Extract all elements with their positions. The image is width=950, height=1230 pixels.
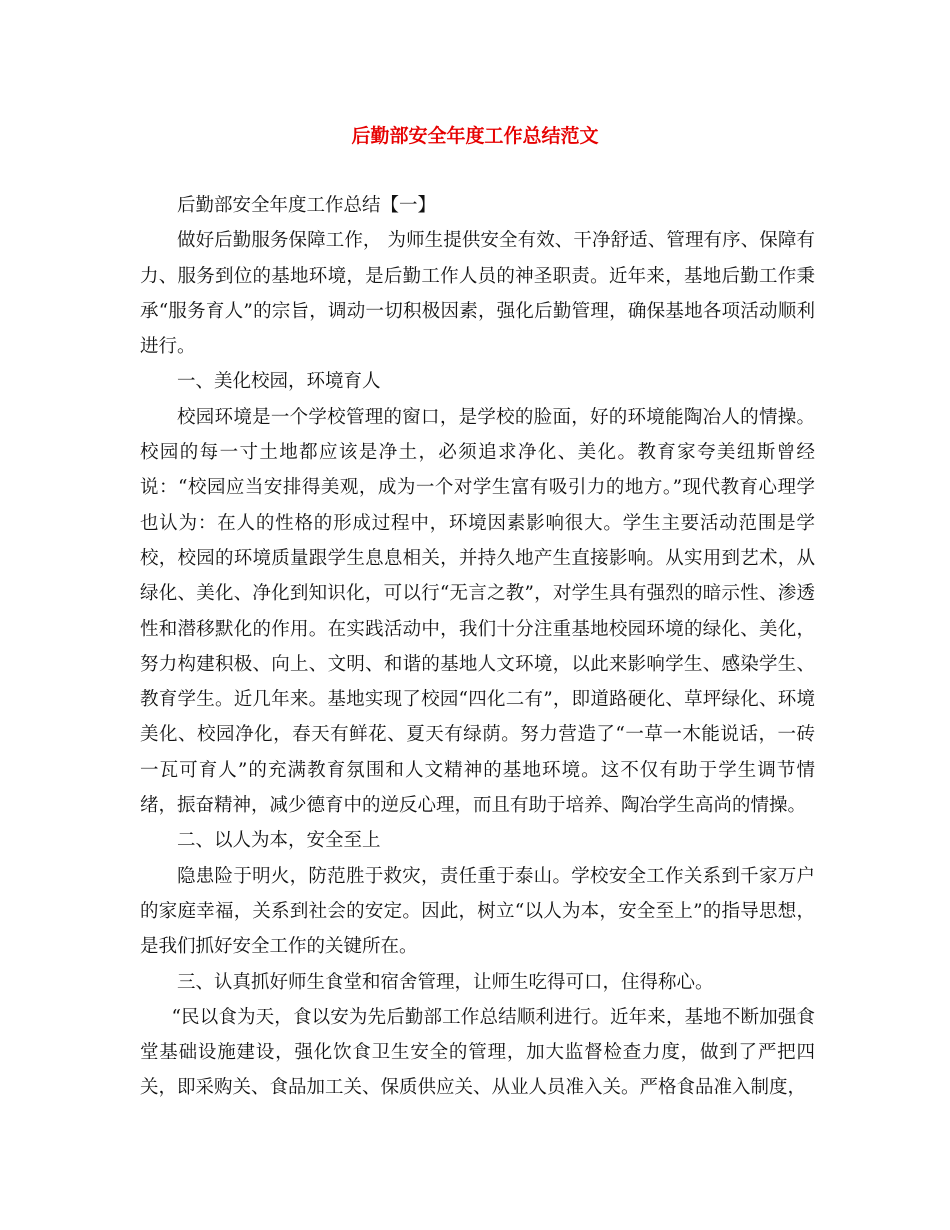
- section-heading: 二、以人为本，安全至上: [177, 830, 381, 852]
- document-title: 后勤部安全年度工作总结范文: [351, 125, 599, 147]
- paragraph: 校园环境是一个学校管理的窗口，是学校的脸面，好的环境能陶冶人的情操。校园的每一寸土地都应该是净土，必须追求净化、美化。教育家夸美纽斯曾经说：“校园应当安排得美观，成为一个对学生富有吸引力的地方。”现代教育心理学也认为：在人的性格的形成过程中，环境因素影响很大。学生主要活动范围是学校，校园的环境质量跟学生息息相关，并持久地产生直接影响。从实用到艺术，从绿化、美化、净化到知识化，可以行“无言之教”，对学生具有强烈的暗示性、渗透性和潜移默化的作用。在实践活动中，我们十分注重基地校园环境的绿化、美化，努力构建积极、向上、文明、和谐的基地人文环境，以此来影响学生、感染学生、教育学生。近几年来。基地实现了校园“四化二有”，即道路硬化、草坪绿化、环境美化、校园净化，春天有鲜花、夏天有绿荫。努力营造了“一草一木能说话，一砖一瓦可育人”的充满教育氛围和人文精神的基地环境。这不仅有助于学生调节情绪，振奋精神，减少德育中的逆反心理，而且有助于培养、陶冶学生高尚的情操。: [140, 406, 815, 817]
- section-heading: 后勤部安全年度工作总结【一】: [177, 195, 437, 216]
- document-body: [140, 188, 815, 1106]
- paragraph: 隐患险于明火，防范胜于救灾，责任重于泰山。学校安全工作关系到千家万户的家庭幸福，关系到社会的安定。因此，树立“以人为本，安全至上”的指导思想，是我们抓好安全工作的关键所在。: [140, 865, 815, 958]
- section-heading: 三、认真抓好师生食堂和宿舍管理，让师生吃得可口，住得称心。: [177, 971, 714, 993]
- paragraph: 做好后勤服务保障工作， 为师生提供安全有效、干净舒适、管理有序、保障有力、服务到位的基地环境，是后勤工作人员的神圣职责。近年来，基地后勤工作秉承“服务育人”的宗旨，调动一切积极因素，强化后勤管理，确保基地各项活动顺利进行。: [140, 230, 815, 358]
- paragraph: “民以食为天，食以安为先后勤部工作总结顺利进行。近年来，基地不断加强食堂基础设施建设，强化饮食卫生安全的管理，加大监督检查力度，做到了严把四关，即采购关、食品加工关、保质供应关、从业人员准入关。严格食品准入制度，: [140, 1006, 815, 1099]
- section-heading: 一、美化校园，环境育人: [177, 371, 381, 393]
